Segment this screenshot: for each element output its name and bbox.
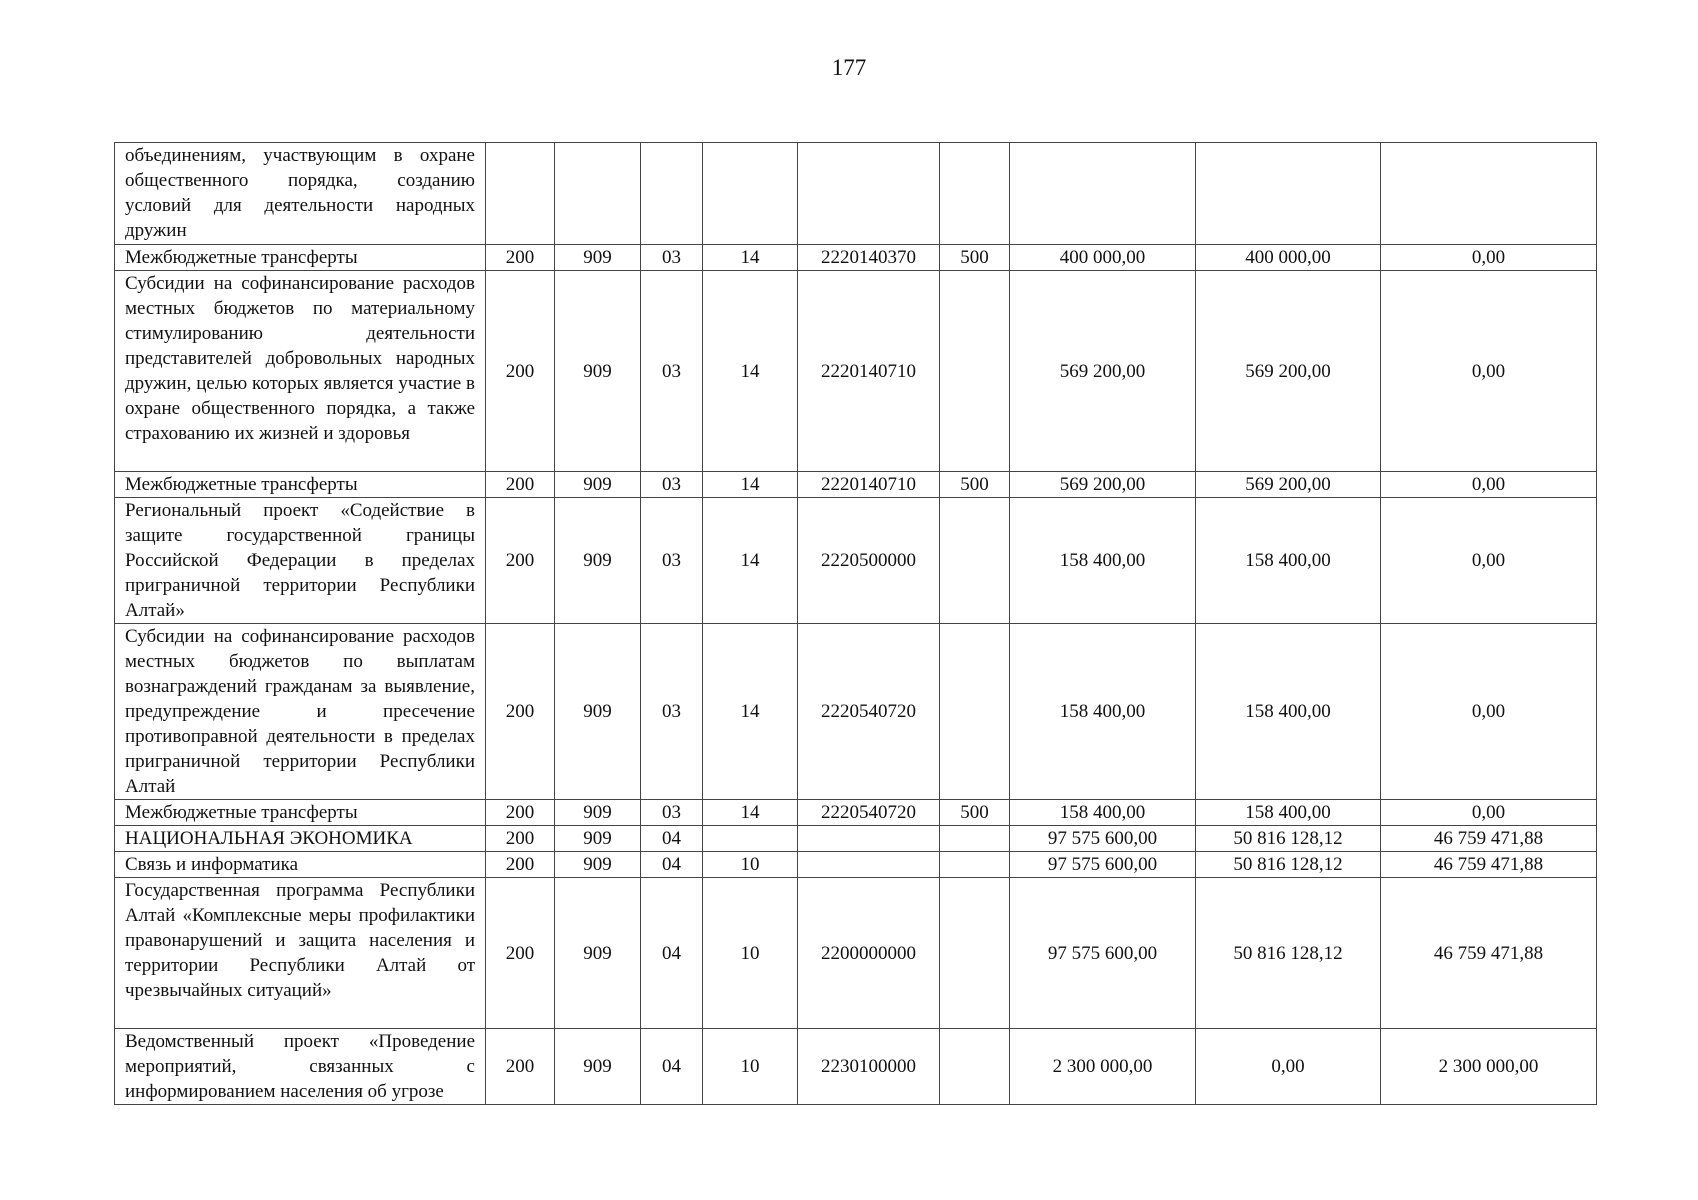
cell-amount: 2 300 000,00 <box>1381 1029 1597 1105</box>
cell-code: 04 <box>641 826 703 852</box>
cell-code: 200 <box>486 852 555 878</box>
cell-code <box>940 143 1010 245</box>
cell-code: 14 <box>703 800 798 826</box>
table-row <box>115 271 1597 472</box>
cell-amount: 46 759 471,88 <box>1381 878 1597 1029</box>
cell-amount: 158 400,00 <box>1010 498 1196 624</box>
cell-code <box>940 852 1010 878</box>
cell-code: 200 <box>486 1029 555 1105</box>
cell-code: 14 <box>703 245 798 271</box>
budget-table <box>114 142 1597 1105</box>
cell-code: 909 <box>555 498 641 624</box>
cell-code <box>798 143 940 245</box>
cell-code <box>940 826 1010 852</box>
cell-amount: 50 816 128,12 <box>1196 878 1381 1029</box>
row-name: Межбюджетные трансферты <box>115 472 486 498</box>
cell-amount: 97 575 600,00 <box>1010 826 1196 852</box>
table-row <box>115 245 1597 271</box>
cell-code: 03 <box>641 498 703 624</box>
table-row <box>115 826 1597 852</box>
cell-code: 03 <box>641 271 703 472</box>
cell-code: 2220540720 <box>798 624 940 800</box>
cell-amount: 158 400,00 <box>1196 800 1381 826</box>
cell-code: 909 <box>555 271 641 472</box>
cell-amount: 0,00 <box>1381 624 1597 800</box>
cell-code <box>703 143 798 245</box>
cell-amount: 0,00 <box>1381 472 1597 498</box>
cell-amount: 0,00 <box>1381 498 1597 624</box>
cell-code <box>703 826 798 852</box>
cell-code: 2220140710 <box>798 472 940 498</box>
cell-code <box>798 852 940 878</box>
cell-code: 500 <box>940 472 1010 498</box>
cell-code: 200 <box>486 800 555 826</box>
table-row <box>115 800 1597 826</box>
cell-code: 2220500000 <box>798 498 940 624</box>
cell-code: 14 <box>703 498 798 624</box>
cell-code: 200 <box>486 624 555 800</box>
cell-code: 500 <box>940 245 1010 271</box>
row-name: Межбюджетные трансферты <box>115 245 486 271</box>
cell-code: 03 <box>641 800 703 826</box>
cell-code <box>641 143 703 245</box>
table-row <box>115 878 1597 1029</box>
cell-code <box>940 624 1010 800</box>
cell-code: 2230100000 <box>798 1029 940 1105</box>
cell-amount: 0,00 <box>1381 800 1597 826</box>
cell-amount: 158 400,00 <box>1196 624 1381 800</box>
cell-code: 909 <box>555 245 641 271</box>
cell-amount <box>1010 143 1196 245</box>
cell-amount: 400 000,00 <box>1196 245 1381 271</box>
cell-code: 03 <box>641 472 703 498</box>
cell-amount: 400 000,00 <box>1010 245 1196 271</box>
cell-amount: 97 575 600,00 <box>1010 878 1196 1029</box>
cell-code <box>940 498 1010 624</box>
cell-amount: 158 400,00 <box>1010 800 1196 826</box>
cell-code: 909 <box>555 624 641 800</box>
row-name: Региональный проект «Содействие в защите государственной границы Российской Федерации в пределах приграничной территории Республики Алтай» <box>115 498 486 624</box>
cell-code: 909 <box>555 826 641 852</box>
table-row <box>115 498 1597 624</box>
row-name: Межбюджетные трансферты <box>115 800 486 826</box>
cell-amount: 2 300 000,00 <box>1010 1029 1196 1105</box>
cell-amount: 46 759 471,88 <box>1381 852 1597 878</box>
cell-amount: 0,00 <box>1381 245 1597 271</box>
cell-code <box>940 271 1010 472</box>
cell-code <box>555 143 641 245</box>
cell-code: 200 <box>486 498 555 624</box>
cell-code: 200 <box>486 826 555 852</box>
table-row <box>115 1029 1597 1105</box>
cell-amount: 569 200,00 <box>1196 271 1381 472</box>
row-name: Субсидии на софинансирование расходов местных бюджетов по материальному стимулированию деятельности представителей добровольных народных дружин, целью которых является участие в охране общественного порядка, а также страхованию их жизней и здоровья <box>115 271 486 472</box>
cell-amount <box>1381 143 1597 245</box>
cell-amount: 50 816 128,12 <box>1196 826 1381 852</box>
cell-code: 909 <box>555 800 641 826</box>
cell-amount: 0,00 <box>1381 271 1597 472</box>
row-name: Субсидии на софинансирование расходов местных бюджетов по выплатам вознаграждений гражданам за выявление, предупреждение и пресечение противоправной деятельности в пределах приграничной территории Республики Алтай <box>115 624 486 800</box>
cell-code: 2200000000 <box>798 878 940 1029</box>
cell-code <box>486 143 555 245</box>
cell-code: 03 <box>641 624 703 800</box>
cell-code: 909 <box>555 878 641 1029</box>
cell-code: 200 <box>486 245 555 271</box>
row-name: объединениям, участвующим в охране общественного порядка, созданию условий для деятельности народных дружин <box>115 143 486 245</box>
cell-code: 10 <box>703 1029 798 1105</box>
table-row <box>115 852 1597 878</box>
cell-code: 2220140710 <box>798 271 940 472</box>
cell-code: 909 <box>555 1029 641 1105</box>
cell-amount: 0,00 <box>1196 1029 1381 1105</box>
page-number: 177 <box>831 55 867 80</box>
cell-code: 909 <box>555 472 641 498</box>
cell-code: 04 <box>641 852 703 878</box>
cell-amount: 158 400,00 <box>1010 624 1196 800</box>
cell-code <box>798 826 940 852</box>
cell-code: 10 <box>703 852 798 878</box>
cell-code: 2220540720 <box>798 800 940 826</box>
cell-amount: 569 200,00 <box>1196 472 1381 498</box>
cell-code: 2220140370 <box>798 245 940 271</box>
table-row <box>115 472 1597 498</box>
row-name: Связь и информатика <box>115 852 486 878</box>
cell-code: 200 <box>486 271 555 472</box>
cell-amount: 158 400,00 <box>1196 498 1381 624</box>
cell-code: 909 <box>555 852 641 878</box>
table-row <box>115 143 1597 245</box>
cell-code: 500 <box>940 800 1010 826</box>
cell-amount: 97 575 600,00 <box>1010 852 1196 878</box>
cell-amount: 569 200,00 <box>1010 472 1196 498</box>
row-name: НАЦИОНАЛЬНАЯ ЭКОНОМИКА <box>115 826 486 852</box>
table-row <box>115 624 1597 800</box>
cell-code: 03 <box>641 245 703 271</box>
cell-code: 04 <box>641 1029 703 1105</box>
cell-code <box>940 878 1010 1029</box>
cell-code <box>940 1029 1010 1105</box>
cell-amount: 569 200,00 <box>1010 271 1196 472</box>
cell-amount <box>1196 143 1381 245</box>
cell-code: 14 <box>703 472 798 498</box>
cell-code: 200 <box>486 878 555 1029</box>
cell-code: 14 <box>703 271 798 472</box>
cell-amount: 46 759 471,88 <box>1381 826 1597 852</box>
cell-amount: 50 816 128,12 <box>1196 852 1381 878</box>
row-name: Государственная программа Республики Алтай «Комплексные меры профилактики правонарушений и защита населения и территории Республики Алтай от чрезвычайных ситуаций» <box>115 878 486 1029</box>
cell-code: 10 <box>703 878 798 1029</box>
cell-code: 04 <box>641 878 703 1029</box>
cell-code: 14 <box>703 624 798 800</box>
cell-code: 200 <box>486 472 555 498</box>
row-name: Ведомственный проект «Проведение мероприятий, связанных с информированием населения об угрозе <box>115 1029 486 1105</box>
